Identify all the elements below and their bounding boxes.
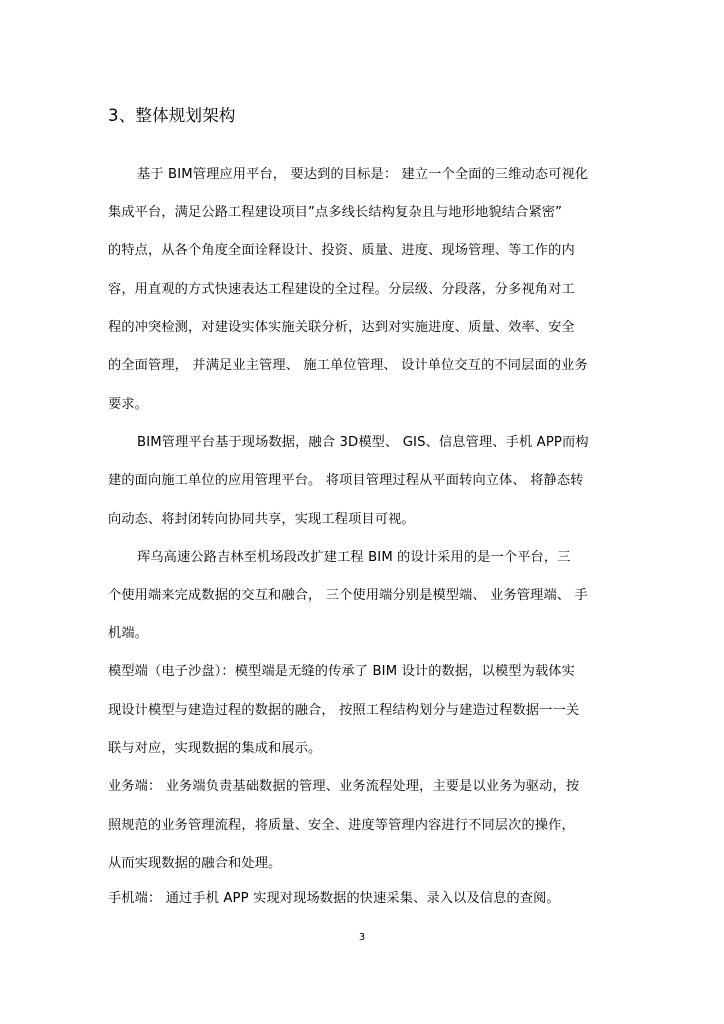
paragraph-line: 的特点，从各个角度全面诠释设计、投资、质量、进度、现场管理、等工作的内 [108, 243, 575, 258]
paragraph-line: 照规范的业务管理流程，将质量、安全、进度等管理内容进行不同层次的操作， [108, 818, 575, 833]
paragraph-line: 要求。 [108, 397, 149, 412]
paragraph-line: 的全面管理， 并满足业主管理、 施工单位管理、 设计单位交互的不同层面的业务 [108, 358, 588, 373]
paragraph-line: 基于 BIM管理应用平台， 要达到的目标是： 建立一个全面的三维动态可视化 [137, 167, 589, 182]
paragraph-line: 业务端： 业务端负责基础数据的管理、业务流程处理，主要是以业务为驱动，按 [108, 779, 580, 794]
paragraph-line: BIM管理平台基于现场数据，融合 3D模型、 GIS、信息管理、手机 APP而构 [137, 435, 589, 450]
paragraph-line: 建的面向施工单位的应用管理平台。 将项目管理过程从平面转向立体、 将静态转 [108, 473, 584, 488]
page-number: 3 [358, 932, 366, 943]
section-heading: 3、整体规划架构 [108, 106, 236, 125]
paragraph-line: 个使用端来完成数据的交互和融合， 三个使用端分别是模型端、 业务管理端、 手 [108, 588, 588, 603]
paragraph-line: 向动态、将封闭转向协同共享，实现工程项目可视。 [108, 512, 415, 527]
paragraph-line: 集成平台，满足公路工程建设项目”点多线长结构复杂且与地形地貌结合紧密” [108, 205, 563, 220]
paragraph-line: 从而实现数据的融合和处理。 [108, 856, 282, 871]
paragraph-line: 程的冲突检测，对建设实体实施关联分析，达到对实施进度、质量、效率、安全 [108, 320, 575, 335]
paragraph-line: 手机端： 通过手机 APP 实现对现场数据的快速采集、录入以及信息的查阅。 [108, 891, 560, 906]
paragraph-line: 机端。 [108, 626, 149, 641]
paragraph-line: 容，用直观的方式快速表达工程建设的全过程。分层级、分段落，分多视角对工 [108, 282, 575, 297]
paragraph-line: 联与对应，实现数据的集成和展示。 [108, 741, 322, 756]
paragraph-line: 现设计模型与建造过程的数据的融合， 按照工程结构划分与建造过程数据一一关 [108, 703, 580, 718]
paragraph-line: 模型端（电子沙盘）：模型端是无缝的传承了 BIM 设计的数据，以模型为载体实 [108, 664, 575, 679]
paragraph-line: 珲乌高速公路吉林至机场段改扩建工程 BIM 的设计采用的是一个平台，三 [137, 550, 571, 565]
